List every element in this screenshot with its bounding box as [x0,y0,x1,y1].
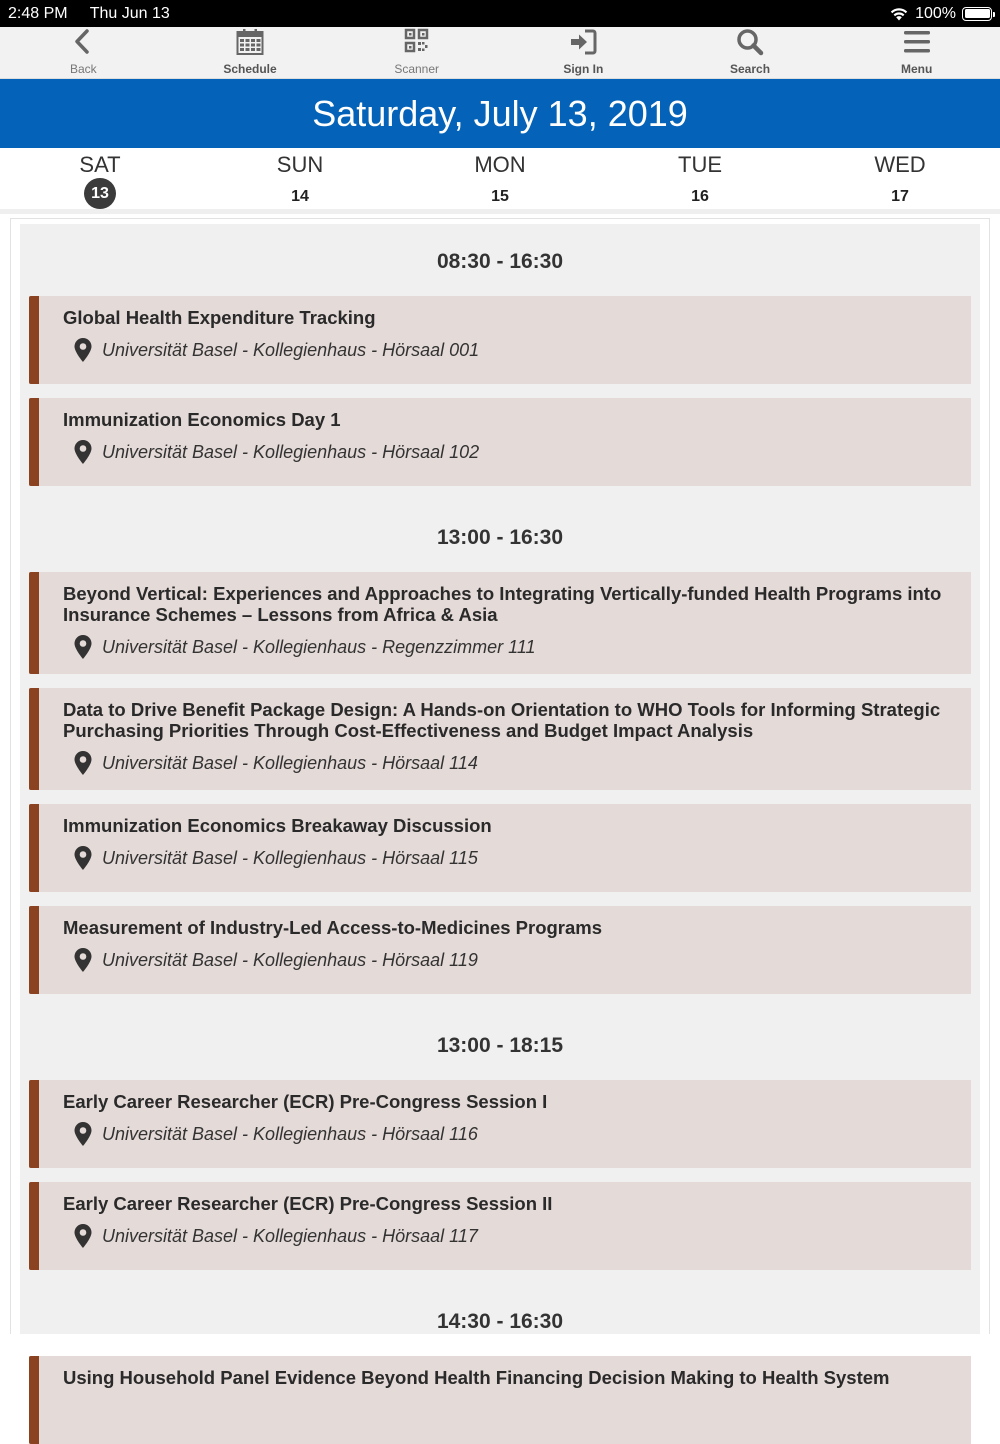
session-title: Measurement of Industry-Led Access-to-Medicines Programs [63,917,603,938]
location-text: Universität Basel - Kollegienhaus - Hörsaal 102 [102,441,480,462]
schedule-list[interactable] [20,224,980,1388]
time-slot-header: 13:00 - 18:15 [436,1034,564,1057]
session-body [39,1356,971,1444]
map-pin-icon [73,1223,93,1249]
session-color-bar [29,906,39,994]
session-card[interactable] [29,804,971,892]
session-location [63,1223,947,1249]
qr-code-icon [403,28,431,56]
session-card[interactable] [29,572,971,674]
location-text: Universität Basel - Kollegienhaus - Hörsaal 117 [102,1225,478,1246]
date-banner [0,79,1000,148]
location-text: Universität Basel - Kollegienhaus - Hörsaal 001 [102,339,480,360]
search-label: Search [730,62,771,76]
status-left [8,5,188,23]
session-title: Immunization Economics Day 1 [63,409,341,430]
session-body [39,572,971,674]
session-body [39,1080,971,1168]
session-body [39,688,971,790]
day-tab-mon[interactable] [400,148,600,209]
session-title: Beyond Vertical: Experiences and Approaches to Integrating Vertically-funded Health Programs into Insurance Schemes – Lessons from Africa & Asia [63,583,942,625]
session-title: Early Career Researcher (ECR) Pre-Congress Session I [63,1091,548,1112]
location-text: Universität Basel - Kollegienhaus - Hörsaal 116 [102,1123,478,1144]
schedule-button[interactable] [167,27,334,78]
session-card[interactable] [29,1080,971,1168]
session-card[interactable] [29,296,971,384]
session-location [63,1121,947,1147]
status-bar [0,0,1000,27]
battery-icon [962,7,992,21]
location-text: Universität Basel - Kollegienhaus - Hörsaal 119 [102,949,478,970]
map-pin-icon [73,947,93,973]
session-card[interactable] [29,1356,971,1444]
day-number: 15 [491,187,509,205]
session-title: Using Household Panel Evidence Beyond Health Financing Decision Making to Health System [63,1367,890,1388]
day-tab-wed[interactable] [800,148,1000,209]
back-label: Back [69,62,97,76]
day-number: 16 [691,187,709,205]
session-title: Immunization Economics Breakaway Discussion [63,815,492,836]
calendar-icon [236,28,264,56]
day-tab-sun[interactable] [200,148,400,209]
map-pin-icon [73,439,93,465]
location-text: Universität Basel - Kollegienhaus - Hörsaal 114 [102,752,478,773]
location-text: Universität Basel - Kollegienhaus - Regenzzimmer 111 [102,636,536,657]
menu-button[interactable] [833,27,1000,78]
day-name: WED [874,152,926,177]
session-title: Data to Drive Benefit Package Design: A Hands-on Orientation to WHO Tools for Informing Strategic Purchasing Priorities Through Cost-Effectiveness and Budget Impact Analysis [63,699,941,741]
session-location [63,439,947,465]
session-body [39,804,971,892]
time-slot-header: 08:30 - 16:30 [436,250,564,273]
session-location [63,634,947,660]
session-color-bar [29,804,39,892]
day-selector [0,148,1000,214]
session-color-bar [29,1080,39,1168]
session-location [63,750,947,776]
day-name: MON [474,152,526,177]
sign-in-label: Sign In [563,62,604,76]
session-body [39,906,971,994]
toolbar [0,27,1000,79]
session-color-bar [29,688,39,790]
session-color-bar [29,1182,39,1270]
sign-in-button[interactable] [500,27,667,78]
day-number: 17 [891,187,909,205]
search-button[interactable] [667,27,834,78]
chevron-left-icon [69,28,97,56]
session-card[interactable] [29,688,971,790]
wifi-icon [889,6,909,21]
map-pin-icon [73,634,93,660]
time-slot-header: 14:30 - 16:30 [436,1310,564,1333]
time-slot-header: 13:00 - 16:30 [436,526,564,549]
map-pin-icon [73,750,93,776]
back-button[interactable] [0,27,167,78]
status-time: 2:48 PM [8,4,68,22]
session-color-bar [29,296,39,384]
session-location [63,845,947,871]
session-body [39,296,971,384]
day-tab-tue[interactable] [600,148,800,209]
session-card[interactable] [29,906,971,994]
day-tab-sat[interactable] [0,148,200,209]
menu-label: Menu [901,62,933,76]
session-body [39,398,971,486]
status-right [889,5,992,23]
scanner-button[interactable] [333,27,500,78]
session-color-bar [29,572,39,674]
battery-level [965,9,990,18]
session-color-bar [29,398,39,486]
search-icon [736,28,764,56]
day-name: TUE [678,152,722,177]
location-text: Universität Basel - Kollegienhaus - Hörsaal 115 [102,847,478,868]
session-card[interactable] [29,1182,971,1270]
day-number-badge: 13 [84,178,116,209]
session-location [63,337,947,363]
battery-percent: 100% [915,4,956,22]
map-pin-icon [73,1121,93,1147]
session-body [39,1182,971,1270]
session-color-bar [29,1356,39,1444]
scanner-label: Scanner [394,62,440,76]
hamburger-menu-icon [903,28,931,56]
session-title: Early Career Researcher (ECR) Pre-Congress Session II [63,1193,553,1214]
session-title: Global Health Expenditure Tracking [63,307,376,328]
map-pin-icon [73,337,93,363]
day-number: 14 [291,187,309,205]
map-pin-icon [73,845,93,871]
session-location [63,947,947,973]
sign-in-icon [569,28,597,56]
schedule-label: Schedule [223,62,277,76]
session-card[interactable] [29,398,971,486]
day-name: SUN [276,152,324,177]
day-name: SAT [79,152,121,177]
schedule-frame [10,218,990,1388]
selected-date-title: Saturday, July 13, 2019 [312,92,688,134]
status-date: Thu Jun 13 [89,4,170,22]
